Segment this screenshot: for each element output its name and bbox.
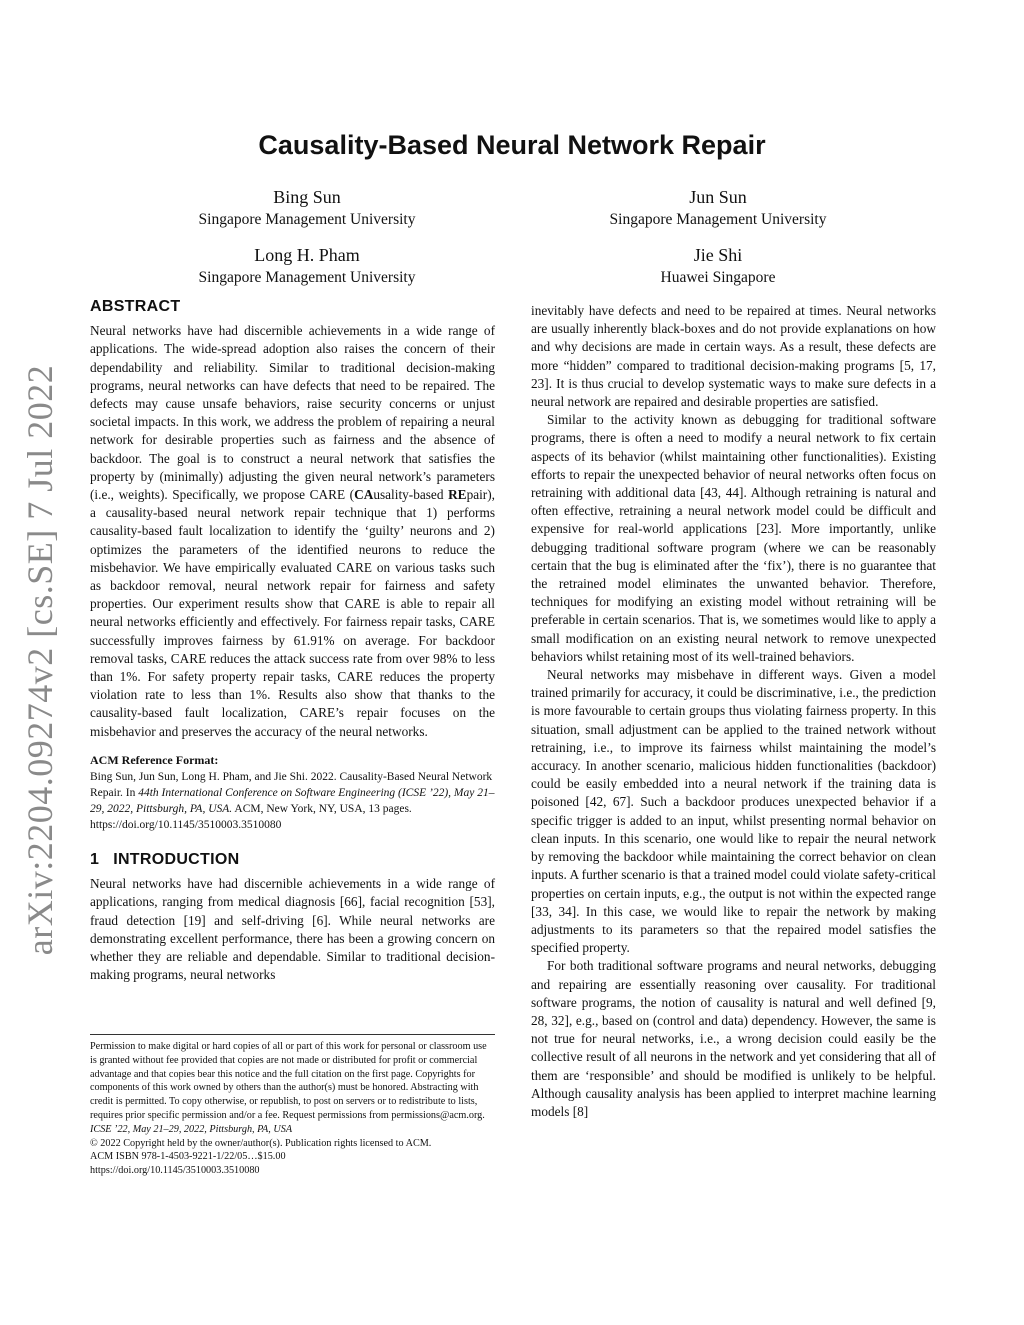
- conference-line: [90, 1123, 495, 1137]
- author-name: Jie Shi: [693, 245, 743, 265]
- author-block: [538, 244, 898, 288]
- acm-reference-venue: 44th International Conference on Software Engineering (ICSE ’22), May 21–29, 2022, Pittsburgh, PA, USA.: [90, 787, 495, 816]
- doi-line: https://doi.org/10.1145/3510003.3510080: [90, 1165, 260, 1177]
- permission-notice: Permission to make digital or hard copies of all or part of this work for personal or classroom use is granted without fee provided that copies are not made or distributed for profit or commercial advantage and that copies bear this notice and the full citation on the first page. Copyrights for components of this work owned by others than the author(s) must be honored. Abstracting with credit is permitted. To copy otherwise, or republish, to post on servers or to redistribute to lists, requires prior specific permission and/or a fee. Request permissions from permissions@acm.org.: [90, 1041, 487, 1121]
- isbn-line: ACM ISBN 978-1-4503-9221-1/22/05…$15.00: [90, 1151, 286, 1163]
- introduction-paragraph: For both traditional software programs and neural networks, debugging and repairing are essentially reasoning over causality. For traditional software programs, the notion of causality is natural and well defined [9, 28, 32], e.g., based on (control and data) dependency. However, the same is not true for neural networks, i.e., a wrong decision could easily be the collective result of all neurons in the network and yet considering that all of them are ‘responsible’ and should be modified is unlikely to be helpful. Although causality analysis has been applied to interpret machine learning models [8]: [531, 958, 936, 1119]
- section-title: INTRODUCTION: [113, 851, 240, 869]
- author-block: [127, 244, 487, 288]
- abstract-text-part: Neural networks have had discernible achievements in a wide range of applications. The wide-spread adoption also raises the concern of their dependability and reliability. Similar to traditional decision-making programs, neural networks can have defects that need to be repaired. The defects may cause unsafe behaviors, raise security concerns or unjust societal impacts. In this work, we address the problem of repairing a neural network for desirable properties such as fairness and the absence of backdoor. The goal is to construct a neural network that satisfies the property by (minimally) adjusting the given neural network’s parameters (i.e., weights). Specifically, we propose CARE (: [90, 323, 495, 503]
- introduction-paragraph: Similar to the activity known as debugging for traditional software programs, there is often a need to modify a neural network to fix certain aspects of its behavior (whilst maintaining other functionalities). Existing efforts to repair the unexpected behavior of neural networks often focus on retraining with additional data [43, 44]. Although retraining is natural and often effective, retraining a neural network model could be difficult and expensive for real-world applications [23]. More importantly, unlike debugging traditional software program (where we can be reasonably certain that the bug is eliminated after the ‘fix’), there is no guarantee that the retrained model eliminates the unwanted behavior. Therefore, techniques for modifying an existing model without retraining will be preferable in certain scenarios. That is, we sometimes would like to apply a small modification on an existing neural network to remove unexpected behaviors whilst retaining most of its well-trained behaviors.: [531, 412, 936, 664]
- acm-reference-text: [90, 769, 495, 833]
- abstract-heading: ABSTRACT: [90, 298, 181, 315]
- author-affiliation: Singapore Management University: [609, 211, 827, 228]
- author-affiliation: Singapore Management University: [198, 211, 416, 228]
- abstract-text-part: usality-based: [373, 487, 449, 503]
- introduction-paragraph: inevitably have defects and need to be repaired at times. Neural networks are usually inherently black-boxes and do not provide explanations on how and why decisions are made in certain ways. As a result, these defects are more “hidden” compared to traditional decision-making programs [5, 17, 23]. It is thus crucial to develop systematic ways to make sure defects in a neural network are repaired and desirable properties are satisfied.: [531, 303, 936, 410]
- section-number: 1: [90, 851, 100, 869]
- acm-reference-heading: ACM Reference Format:: [90, 752, 219, 767]
- author-name: Long H. Pham: [254, 245, 360, 265]
- introduction-heading: [90, 851, 495, 869]
- arxiv-identifier-text: arXiv:2204.09274v2 [cs.SE] 7 Jul 2022: [20, 364, 60, 956]
- abstract-text: [90, 322, 495, 741]
- right-column: [531, 302, 936, 1121]
- author-block: [127, 186, 487, 230]
- author-affiliation: Singapore Management University: [198, 269, 416, 286]
- acm-reference-part: ACM, New York, NY, USA, 13 pages. https://doi.org/10.1145/3510003.3510080: [90, 803, 412, 832]
- copyright-line: © 2022 Copyright held by the owner/author(s). Publication rights licensed to ACM.: [90, 1137, 432, 1149]
- paper-title: Causality-Based Neural Network Repair: [258, 130, 766, 160]
- arxiv-identifier: [14, 364, 66, 956]
- author-affiliation: Huawei Singapore: [660, 269, 776, 286]
- abstract-bold-ca: CA: [354, 487, 374, 503]
- conference-text: ICSE ’22, May 21–29, 2022, Pittsburgh, PA, USA: [90, 1123, 293, 1135]
- acm-reference-part: Bing Sun, Jun Sun, Long H. Pham, and Jie Shi. 2022. Causality-Based Neural Network Repair. In: [90, 771, 493, 800]
- left-column: [90, 298, 495, 985]
- author-block: [538, 186, 898, 230]
- abstract-text-part: pair), a causality-based neural network repair technique that 1) performs causality-based fault localization to identify the ‘guilty’ neurons and 2) optimizes the parameters of the identified neurons to reduce the misbehavior. We have empirically evaluated CARE on various tasks such as backdoor removal, neural network repair for fairness and safety properties. Our experiment results show that CARE is able to repair all neural networks efficiently and effectively. For fairness repair tasks, CARE successfully improves fairness by 61.91% on average. For backdoor removal tasks, CARE reduces the attack success rate from over 98% to less than 1%. For safety property repair tasks, CARE reduces the property violation rate to less than 1%. Results also show that thanks to the causality-based fault localization, CARE’s repair focuses on the misbehavior and preserves the accuracy of the neural networks.: [90, 487, 495, 739]
- author-name: Bing Sun: [273, 187, 341, 207]
- abstract-bold-re: RE: [448, 487, 467, 503]
- introduction-paragraph: Neural networks may misbehave in different ways. Given a model trained primarily for accuracy, it could be discriminative, i.e., the prediction is more favourable to certain groups thus violating fairness property. In this situation, small adjustment can be applied to the trained network without retraining, i.e., to improve its fairness whilst maintaining the model’s accuracy. In another scenario, malicious hidden functionalities (backdoor) could be easily embedded into a neural network if the training data is poisoned [42, 67]. Such a backdoor produces unexpected behavior if a specific trigger is added to an input, whilst presenting normal behavior on clean inputs. In this scenario, one would like to repair the neural network by removing the backdoor while maintaining the correct behavior on clean inputs. A further scenario is that a trained model could violate safety-critical properties on certain inputs, e.g., the output is not within the expected range [33, 34]. In this case, we would like to repair the network by making adjustments to its parameters so that the repaired model satisfies the specified property.: [531, 667, 936, 956]
- author-name: Jun Sun: [689, 187, 747, 207]
- introduction-paragraph: Neural networks have had discernible achievements in a wide range of applications, ranging from medical diagnosis [66], facial recognition [53], fraud detection [19] and self-driving [6]. While neural networks are demonstrating excellent performance, there has been a growing concern on whether they are reliable and dependable. Similar to traditional decision-making programs, neural networks: [90, 876, 495, 983]
- copyright-footnote: [90, 1034, 495, 1178]
